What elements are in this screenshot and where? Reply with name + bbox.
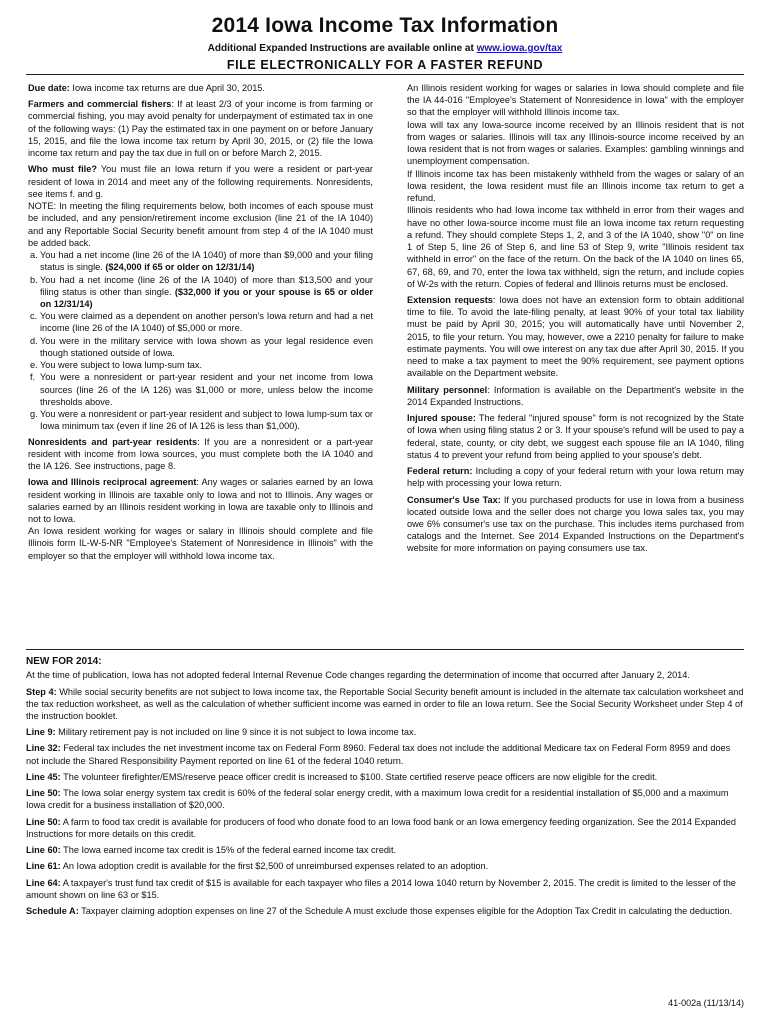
requirement-marker: d. [30, 335, 38, 346]
left-column [28, 82, 373, 566]
new-item-text: The Iowa earned income tax credit is 15% of the federal earned income tax credit. [60, 845, 397, 856]
efile-banner: FILE ELECTRONICALLY FOR A FASTER REFUND [226, 58, 544, 72]
requirement-item [28, 274, 373, 311]
use-tax-text: If you purchased products for use in Iowa from a business located outside Iowa and the seller does not charge you Iowa sales tax, you may owe 6% consumer's use tax on the purchase. This includes items purchased from catalogs and the Internet. See 2014 Expanded Instructions on the Department's website for more information on paying consumers use tax. [407, 494, 744, 554]
new-item-label: Line 60: [26, 845, 61, 856]
requirement-marker: g. [30, 409, 38, 420]
iowa-resident-in-illinois-paragraph: An Iowa resident working for wages or salary in Illinois should complete and file Illinois form IL-W-5-NR "Employee's Statement of Nonresidence in Illinois" with the employer so that the employer will withhold Iowa income tax. [28, 526, 373, 561]
new-item [26, 686, 744, 723]
extension-text: : Iowa does not have an extension form to obtain additional time to file. To avoid the late-filing penalty, at least 90% of your total tax liability must be paid by April 30, 2015; you will automatically have until November 2, 2015, to file your return. You may, however, owe a 2210 penalty for failure to make estimate payments. You will owe interest on any tax due after April 30, 2015. If you need to make a tax payment to meet the 90% requirement, see payment options available on the Department website. [407, 294, 744, 379]
farmers-text: : If at least 2/3 of your income is from farming or commercial fishing, you may avoid penalty for underpayment of estimated tax in one of the following ways: (1) Pay the estimated tax in one payment on or before January 15, 2015, and file the Iowa income tax return by April 30, 2015, or (2) file the Iowa income tax return and pay the tax due in full on or before March 2, 2015. [28, 99, 374, 159]
requirement-item [28, 408, 373, 432]
military-text: : Information is available on the Department's website in the 2014 Expanded Instructions. [407, 384, 744, 407]
new-item-label: Line 45: [26, 771, 61, 782]
requirement-marker: c. [30, 311, 38, 322]
extension-paragraph [407, 294, 744, 380]
requirements-list [28, 249, 373, 433]
new-item [26, 844, 744, 856]
new-item [26, 905, 744, 917]
reciprocal-label: Iowa and Illinois reciprocal agreement [28, 477, 197, 488]
farmers-paragraph [28, 98, 373, 159]
new-item-label: Line 61: [26, 861, 61, 872]
mistaken-withholding-paragraph: If Illinois income tax has been mistakenly withheld from the wages or salary of an Iowa resident, the Iowa resident must file an Illinois income tax return to get a refund. [407, 168, 744, 204]
requirement-item [28, 310, 373, 334]
note-paragraph: NOTE: In meeting the filing requirements below, both incomes of each spouse must be included, and any pension/retirement income exclusion (line 21 of the IA 1040) and any Reportable Social Security benefit amount from step 4 of the IA 1040 must be added back. [28, 201, 373, 248]
new-item-text: Taxpayer claiming adoption expenses on line 27 of the Schedule A must exclude those expenses eligible for the Adoption Tax Credit in calculating the deduction. [78, 906, 733, 917]
federal-return-text: Including a copy of your federal return with your Iowa return may help with processing your Iowa return. [407, 466, 745, 489]
use-tax-paragraph [407, 494, 744, 555]
new-item-label: Line 32: [26, 743, 61, 754]
requirement-text: You were subject to Iowa lump-sum tax. [40, 360, 203, 371]
requirement-text: You were claimed as a dependent on another person's Iowa return and had a net income (line 26 of the IA 1040) of $5,000 or more. [40, 311, 373, 334]
new-for-2014-intro: At the time of publication, Iowa has not adopted federal Internal Revenue Code changes regarding the determination of income that occurred after January 2, 2014. [26, 670, 690, 681]
due-date-label: Due date: [28, 83, 70, 93]
new-for-2014-heading: NEW FOR 2014: [26, 656, 102, 667]
new-item [26, 816, 744, 840]
military-label: Military personnel [407, 384, 488, 395]
requirement-marker: a. [30, 250, 38, 261]
requirement-bold: ($32,000 if you or your spouse is 65 or older on 12/31/14) [40, 286, 374, 309]
right-column [407, 82, 744, 559]
requirement-text: You had a net income (line 26 of the IA 1040) of more than $9,000 and your filing status is single. [40, 250, 373, 273]
military-paragraph [407, 384, 744, 408]
farmers-label: Farmers and commercial fishers [28, 99, 172, 110]
new-item-text: The volunteer firefighter/EMS/reserve peace officer credit is increased to $100. State certified reserve peace officers are now eligible for the credit. [60, 771, 658, 782]
illinois-resident-paragraph: An Illinois resident working for wages or salaries in Iowa should complete and file the IA 44-016 "Employee's Statement of Nonresidence in Iowa" with the employer so that the employer will withhold Illinois income tax. [407, 83, 744, 118]
page-title: 2014 Iowa Income Tax Information [211, 14, 559, 37]
new-item-text: The Iowa solar energy system tax credit is 60% of the federal solar energy credit, with a maximum Iowa credit for a residential installation of $5,000 and a maximum Iowa credit for a business installation of $20,000. [26, 788, 729, 811]
requirement-bold: ($24,000 if 65 or older on 12/31/14) [105, 262, 255, 273]
expanded-instructions-note [0, 42, 770, 55]
requirement-item [28, 371, 373, 408]
form-number: 41-002a (11/13/14) [668, 998, 744, 1009]
use-tax-label: Consumer's Use Tax: [407, 494, 501, 505]
requirement-item [28, 359, 373, 371]
new-item-label: Step 4: [26, 686, 57, 697]
requirement-marker: b. [30, 274, 38, 285]
section-divider [26, 649, 744, 650]
injured-spouse-text: The federal "injured spouse" form is not recognized by the State of Iowa when using filing status 2 or 3. If your spouse's refund will be used to pay a federal, state, county, or city debt, we suggest each spouse file an IA 1040, filing status 4 to prevent your refund from being applied to your spouse's debt. [407, 413, 744, 460]
nonresidents-text: : If you are a nonresident or a part-year resident with income from Iowa sources, you must complete both the IA 1040 and the IA 126. See instructions, page 8. [28, 436, 373, 472]
due-date-text: Iowa income tax returns are due April 30, 2015. [69, 83, 265, 93]
new-for-2014-section [26, 655, 744, 921]
requirement-item [28, 335, 373, 359]
extension-label: Extension requests [407, 294, 493, 305]
new-item [26, 742, 744, 766]
federal-return-label: Federal return: [407, 466, 473, 477]
new-item [26, 771, 744, 783]
new-item-text: An Iowa adoption credit is available for the first $2,500 of unreimbursed expenses related to an adoption. [60, 861, 489, 872]
nonresidents-label: Nonresidents and part-year residents [28, 436, 198, 447]
new-item-text: Federal tax includes the net investment income tax on Federal Form 8960. Federal tax does not include the additional Medicare tax on Federal Form 8959 and does not include the Shared Responsibility Payment reported on line 61 of the federal 1040 return. [26, 743, 731, 766]
who-must-file-text: You must file an Iowa return if you were a resident or part-year resident of Iowa in 2014 and meet any of the following requirements. Nonresidents, see items f. and g. [28, 164, 373, 199]
requirement-text: You were a nonresident or part-year resident and your net income from Iowa sources (line 26 of the IA 126) was $1,000 or more, unless below the income thresholds above. [40, 372, 373, 407]
reciprocal-text: : Any wages or salaries earned by an Iowa resident working in Illinois are taxable only to Iowa and not to Illinois. Any wages or salaries earned by an Illinois resident working in Iowa are taxable only to Illinois and not to Iowa. [28, 477, 373, 524]
requirement-text: You were in the military service with Iowa shown as your legal residence even though stationed outside of Iowa. [40, 335, 373, 358]
iowa-tax-link[interactable]: www.iowa.gov/tax [476, 43, 563, 54]
top-divider [26, 74, 744, 75]
injured-spouse-paragraph [407, 412, 744, 461]
requirement-text: You were a nonresident or part-year resident and subject to Iowa lump-sum tax or Iowa minimum tax (even if line 26 of IA 126 is less than $1,000). [40, 409, 373, 432]
subtitle-text: Additional Expanded Instructions are available online at [207, 43, 477, 54]
new-item-label: Line 50: [26, 788, 61, 799]
new-item-text: While social security benefits are not subject to Iowa income tax, the Reportable Social Security benefit amount is included in the alternate tax calculation worksheet and the tax reduction worksheet, as well as the calculation of whether sufficient income was earned in order to file an Iowa return. See the Social Security Worksheet under Step 4 of the instruction booklet. [26, 686, 744, 721]
new-item-label: Line 64: [26, 877, 61, 888]
new-item-text: A farm to food tax credit is available for producers of food who donate food to an Iowa food bank or an Iowa emergency feeding organization. See the 2014 Expanded Instructions for more details on this credit. [26, 816, 736, 839]
federal-return-paragraph [407, 465, 744, 489]
reciprocal-paragraph [28, 476, 373, 525]
new-item [26, 877, 744, 901]
illinois-refund-paragraph: Illinois residents who had Iowa income tax withheld in error from their wages and have no other Iowa-source income must file an Iowa income tax return requesting a refund. They should complete Steps 1, 2, and 3 of the IA 1040, show "0" on line 1 of Step 5, line 26 of Step 6, and line 53 of Step 9, write "Illinois resident tax withheld in error" on the face of the return. On the back of the IA 1040 on lines 65, 67, 68, 69, and 70, enter the Iowa tax withheld, sign the return, and include copies of W-2s with the return. Copies of federal and Illinois returns must be enclosed. [407, 205, 744, 289]
new-item-label: Schedule A: [26, 906, 79, 917]
iowa-source-income-paragraph: Iowa will tax any Iowa-source income received by an Illinois resident that is not from wages or salaries. Illinois will tax any Illinois-source income received by an Iowa resident that is not from wages or salaries. Examples: gambling winnings and unemployment compensation. [407, 119, 744, 167]
requirement-marker: e. [30, 360, 38, 371]
requirement-marker: f. [30, 372, 36, 383]
new-item-text: Military retirement pay is not included on line 9 since it is not subject to Iowa income tax. [55, 727, 417, 738]
who-must-file-label: Who must file? [28, 164, 97, 175]
new-item [26, 787, 744, 811]
who-must-file-paragraph [28, 163, 373, 200]
new-item-label: Line 9: [26, 727, 56, 738]
new-item-text: A taxpayer's trust fund tax credit of $15 is available for each taxpayer who files a 2014 Iowa 1040 return by November 2, 2015. The credit is limited to the lesser of the amount shown on line 63 or $15. [26, 877, 736, 900]
due-date-paragraph [28, 82, 373, 94]
new-item [26, 726, 744, 738]
nonresidents-paragraph [28, 436, 373, 473]
new-item [26, 860, 744, 872]
injured-spouse-label: Injured spouse: [407, 413, 476, 424]
requirement-item [28, 249, 373, 273]
new-item-label: Line 50: [26, 816, 61, 827]
requirement-text: You had a net income (line 26 of the IA 1040) of more than $13,500 and your filing status is other than single. [40, 274, 373, 297]
